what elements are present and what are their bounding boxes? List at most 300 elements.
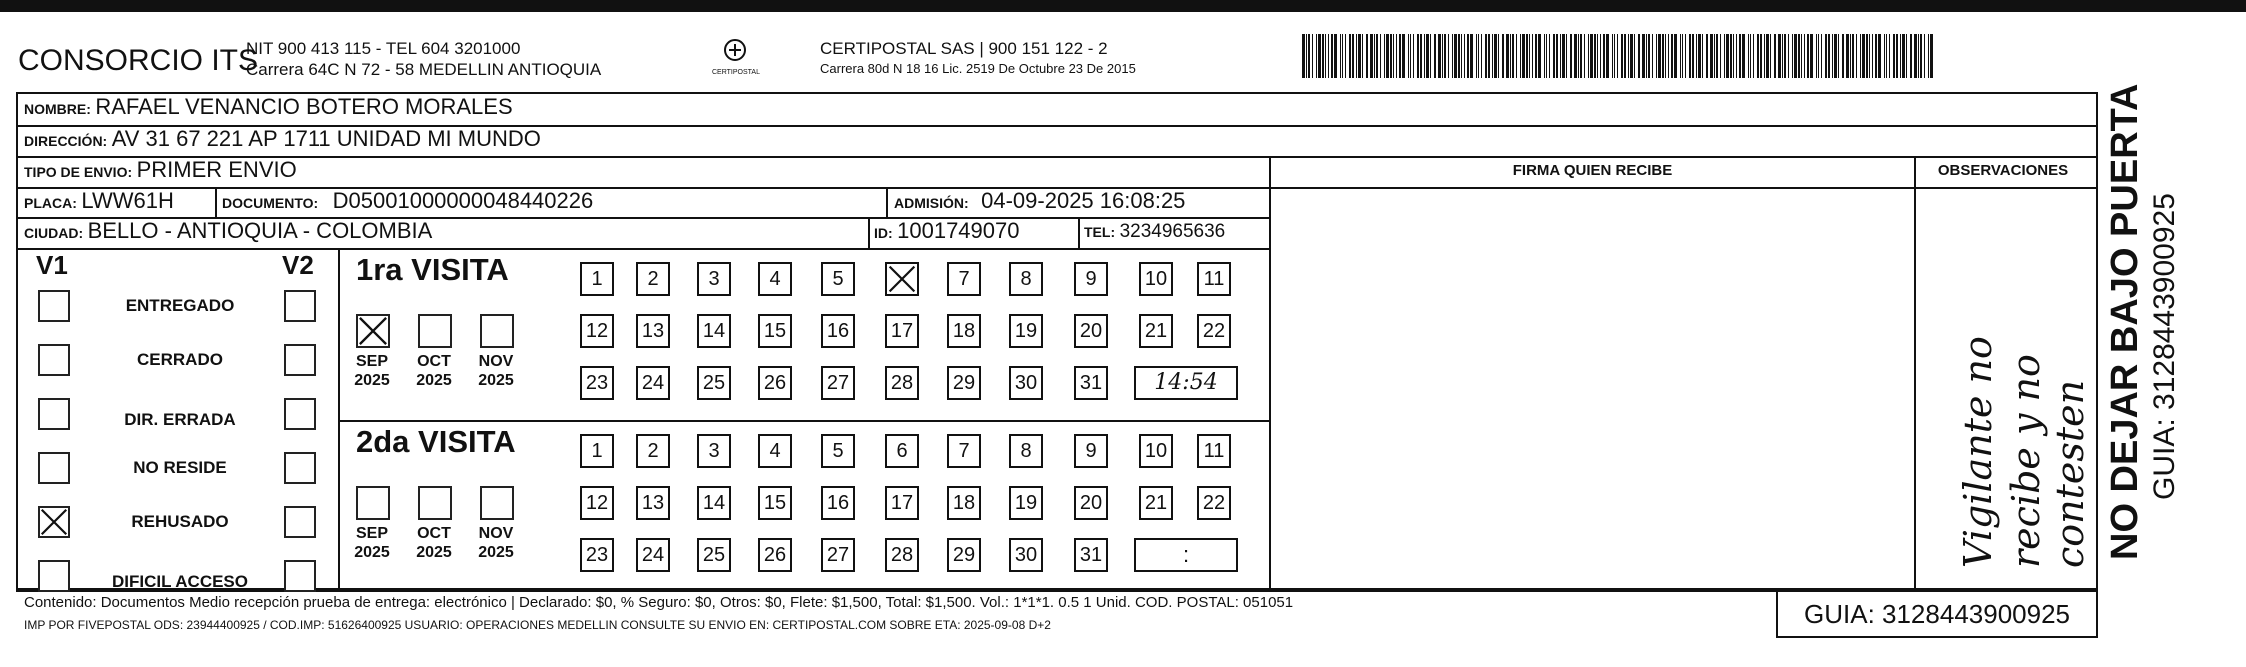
barcode-bar	[1502, 34, 1504, 78]
barcode-bar	[1724, 34, 1725, 78]
day-box[interactable]: 1	[580, 262, 614, 296]
day-box[interactable]: 24	[636, 538, 670, 572]
day-box[interactable]: 24	[636, 366, 670, 400]
day-box[interactable]: 14	[697, 314, 731, 348]
barcode-bar	[1366, 34, 1368, 78]
barcode-bar	[1838, 34, 1839, 78]
barcode-bar	[1624, 34, 1626, 78]
barcode-bar	[1825, 34, 1827, 78]
barcode-bar	[1630, 34, 1633, 78]
barcode-bar	[1634, 34, 1635, 78]
barcode-bar	[1757, 34, 1759, 78]
barcode-bar	[1506, 34, 1509, 78]
day-box[interactable]: 23	[580, 538, 614, 572]
day-box[interactable]: 9	[1074, 434, 1108, 468]
tel-field	[1084, 221, 1225, 243]
status-v1-checkbox[interactable]	[38, 398, 70, 430]
month-checkbox[interactable]	[480, 486, 514, 520]
barcode-bar	[1617, 34, 1618, 78]
barcode-bar	[1467, 34, 1469, 78]
barcode-bar	[1485, 34, 1487, 78]
firma-header: FIRMA QUIEN RECIBE	[1512, 162, 1673, 179]
day-box[interactable]: 30	[1009, 366, 1043, 400]
barcode-bar	[1889, 34, 1890, 78]
status-v2-checkbox[interactable]	[284, 452, 316, 484]
address-line: Carrera 64C N 72 - 58 MEDELLIN ANTIOQUIA	[246, 60, 602, 79]
barcode-bar	[1306, 34, 1307, 78]
barcode-bar	[1720, 34, 1721, 78]
status-v1-checkbox[interactable]	[38, 344, 70, 376]
barcode-bar	[1345, 34, 1346, 78]
barcode-bar	[1764, 34, 1765, 78]
status-label: NO RESIDE	[133, 458, 227, 477]
day-box[interactable]: 16	[821, 314, 855, 348]
barcode-bar	[1594, 34, 1596, 78]
barcode-bar	[1671, 34, 1673, 78]
barcode-bar	[1850, 34, 1851, 78]
barcode-bar	[1535, 34, 1537, 78]
barcode-bar	[1900, 34, 1901, 78]
day-box[interactable]: 9	[1074, 262, 1108, 296]
barcode-bar	[1302, 34, 1305, 78]
status-label: DIR. ERRADA	[124, 410, 236, 429]
barcode-bar	[1832, 34, 1833, 78]
day-box[interactable]: 30	[1009, 538, 1043, 572]
day-box[interactable]: 15	[758, 314, 792, 348]
day-box[interactable]: 10	[1139, 262, 1173, 296]
barcode-bar	[1665, 34, 1666, 78]
barcode-bar	[1798, 34, 1800, 78]
day-box[interactable]: 31	[1074, 538, 1108, 572]
tipo-row	[24, 157, 297, 183]
barcode-bar	[1646, 34, 1647, 78]
ciudad-label: CIUDAD:	[24, 225, 84, 241]
day-box[interactable]: 20	[1074, 486, 1108, 520]
day-box[interactable]: 17	[885, 314, 919, 348]
barcode-bar	[1562, 34, 1565, 78]
barcode-bar	[1522, 34, 1525, 78]
barcode-bar	[1316, 34, 1317, 78]
barcode-bar	[1862, 34, 1865, 78]
barcode-bar	[1818, 34, 1819, 78]
barcode-bar	[1875, 34, 1877, 78]
status-v1-checkbox[interactable]	[38, 506, 70, 538]
barcode-bar	[1600, 34, 1601, 78]
barcode-bar	[1358, 34, 1361, 78]
day-box[interactable]: 28	[885, 366, 919, 400]
barcode-bar	[1896, 34, 1898, 78]
barcode-bar	[1325, 34, 1326, 78]
barcode-bar	[1461, 34, 1462, 78]
day-box[interactable]: 31	[1074, 366, 1108, 400]
barcode-bar	[1510, 34, 1511, 78]
day-box[interactable]: 14	[697, 486, 731, 520]
barcode-bar	[1464, 34, 1465, 78]
barcode-bar	[1578, 34, 1579, 78]
placa-value: LWW61H	[81, 188, 174, 213]
barcode-bar	[1770, 34, 1771, 78]
month-year: 2025	[354, 372, 390, 389]
barcode-bar	[1312, 34, 1313, 78]
barcode-bar	[1866, 34, 1868, 78]
barcode-bar	[1674, 34, 1677, 78]
barcode-bar	[1544, 34, 1545, 78]
day-box[interactable]: 7	[947, 262, 981, 296]
side-guia: GUIA: 3128443900925	[2148, 193, 2181, 500]
v2-header: V2	[282, 250, 314, 280]
barcode-bar	[1526, 34, 1528, 78]
day-box[interactable]: 21	[1139, 314, 1173, 348]
day-box[interactable]	[885, 262, 919, 296]
carrier-line: CERTIPOSTAL SAS | 900 151 122 - 2	[820, 39, 1108, 58]
barcode-bar	[1784, 34, 1786, 78]
day-box[interactable]: 12	[580, 314, 614, 348]
month-name: NOV	[478, 353, 514, 370]
day-box[interactable]: 13	[636, 314, 670, 348]
barcode-bar	[1454, 34, 1457, 78]
footer-guia: GUIA: 3128443900925	[1776, 590, 2098, 638]
barcode-bar	[1753, 34, 1754, 78]
barcode-bar	[1512, 34, 1514, 78]
month-name: OCT	[417, 525, 451, 542]
barcode-bar	[1893, 34, 1895, 78]
day-box[interactable]: 26	[758, 538, 792, 572]
barcode-bar	[1658, 34, 1661, 78]
day-box[interactable]: 8	[1009, 262, 1043, 296]
day-box[interactable]: 13	[636, 486, 670, 520]
barcode-bar	[1733, 34, 1734, 78]
day-box[interactable]: 22	[1197, 486, 1231, 520]
barcode-bar	[1362, 34, 1363, 78]
barcode-bar	[1488, 34, 1490, 78]
barcode-bar	[1736, 34, 1737, 78]
barcode-bar	[1924, 34, 1925, 78]
barcode-bar	[1884, 34, 1885, 78]
barcode-bar	[1778, 34, 1781, 78]
barcode-bar	[1702, 34, 1703, 78]
barcode-bar	[1374, 34, 1375, 78]
barcode-bar	[1520, 34, 1521, 78]
barcode-bar	[1549, 34, 1550, 78]
barcode-bar	[1494, 34, 1497, 78]
barcode-bar	[1869, 34, 1870, 78]
day-box[interactable]: 4	[758, 262, 792, 296]
barcode-bar	[1442, 34, 1443, 78]
barcode-bar	[1716, 34, 1718, 78]
barcode-bar	[1370, 34, 1373, 78]
direccion-row	[24, 126, 541, 152]
barcode-bar	[1656, 34, 1657, 78]
barcode-bar	[1408, 34, 1409, 78]
barcode-bar	[1920, 34, 1922, 78]
month-label	[474, 352, 518, 390]
day-box[interactable]: 11	[1197, 262, 1231, 296]
barcode-bar	[1538, 34, 1541, 78]
barcode-bar	[1878, 34, 1881, 78]
barcode-bar	[1560, 34, 1561, 78]
day-box[interactable]: 2	[636, 262, 670, 296]
month-checkbox[interactable]	[418, 486, 452, 520]
company-name: CONSORCIO ITS	[18, 44, 259, 77]
company-info	[246, 38, 601, 80]
day-box[interactable]: 3	[697, 262, 731, 296]
documento-field	[222, 188, 593, 214]
status-v2-checkbox[interactable]	[284, 398, 316, 430]
barcode-bar	[1430, 34, 1431, 78]
barcode-bar	[1828, 34, 1830, 78]
barcode-bar	[1470, 34, 1473, 78]
status-v2-checkbox[interactable]	[284, 290, 316, 322]
barcode-bar	[1566, 34, 1567, 78]
nit-line: NIT 900 413 115 - TEL 604 3201000	[246, 39, 521, 58]
status-v1-checkbox[interactable]	[38, 560, 70, 592]
tel-value: 3234965636	[1119, 221, 1226, 242]
barcode-bar	[1648, 34, 1650, 78]
barcode-bar	[1872, 34, 1873, 78]
barcode-bar	[1334, 34, 1337, 78]
barcode-bar	[1794, 34, 1797, 78]
barcode-bar	[1696, 34, 1697, 78]
admision-value: 04-09-2025 16:08:25	[981, 188, 1186, 213]
barcode-bar	[1529, 34, 1530, 78]
status-label: DIFICIL ACCESO	[111, 572, 248, 591]
observaciones-header: OBSERVACIONES	[1937, 162, 2069, 179]
barcode-bar	[1628, 34, 1629, 78]
placa-field	[24, 188, 174, 214]
day-box[interactable]: 19	[1009, 486, 1043, 520]
day-box[interactable]: 18	[947, 486, 981, 520]
barcode-bar	[1448, 34, 1449, 78]
month-checkbox[interactable]	[356, 486, 390, 520]
month-year: 2025	[354, 544, 390, 561]
barcode-bar	[1689, 34, 1691, 78]
month-label	[474, 524, 518, 562]
barcode-bar	[1638, 34, 1640, 78]
barcode-bar	[1792, 34, 1793, 78]
barcode	[1302, 34, 1936, 78]
barcode-bar	[1349, 34, 1351, 78]
barcode-bar	[1532, 34, 1533, 78]
barcode-bar	[1574, 34, 1577, 78]
day-box[interactable]: 12	[580, 486, 614, 520]
side-warning: NO DEJAR BAJO PUERTA	[2104, 83, 2146, 560]
barcode-bar	[1856, 34, 1857, 78]
barcode-bar	[1580, 34, 1582, 78]
tipo-value: PRIMER ENVIO	[136, 157, 297, 182]
month-year: 2025	[416, 372, 452, 389]
status-label: ENTREGADO	[125, 296, 235, 315]
month-year: 2025	[478, 372, 514, 389]
barcode-bar	[1570, 34, 1572, 78]
day-box[interactable]: 17	[885, 486, 919, 520]
day-box[interactable]: 5	[821, 434, 855, 468]
barcode-bar	[1821, 34, 1822, 78]
barcode-bar	[1804, 34, 1805, 78]
barcode-bar	[1590, 34, 1593, 78]
day-box[interactable]: 8	[1009, 434, 1043, 468]
day-box[interactable]: 29	[947, 538, 981, 572]
time-box[interactable]: 14:54	[1134, 366, 1238, 400]
day-box[interactable]: 26	[758, 366, 792, 400]
barcode-bar	[1782, 34, 1783, 78]
observations-area	[1916, 188, 2090, 588]
day-box[interactable]: 18	[947, 314, 981, 348]
certipostal-logo-icon	[712, 38, 758, 77]
barcode-bar	[1402, 34, 1405, 78]
month-name: SEP	[355, 353, 388, 370]
day-box[interactable]: 21	[1139, 486, 1173, 520]
barcode-bar	[1434, 34, 1436, 78]
barcode-bar	[1588, 34, 1589, 78]
tel-label: TEL:	[1084, 224, 1116, 240]
id-label: ID:	[874, 225, 893, 241]
barcode-bar	[1342, 34, 1343, 78]
barcode-bar	[1478, 34, 1479, 78]
barcode-bar	[1748, 34, 1749, 78]
day-box[interactable]: 28	[885, 538, 919, 572]
month-year: 2025	[416, 544, 452, 561]
barcode-bar	[1918, 34, 1919, 78]
barcode-bar	[1612, 34, 1613, 78]
barcode-bar	[1438, 34, 1441, 78]
barcode-bar	[1452, 34, 1453, 78]
barcode-bar	[1458, 34, 1460, 78]
barcode-bar	[1886, 34, 1887, 78]
barcode-bar	[1356, 34, 1357, 78]
barcode-bar	[1444, 34, 1446, 78]
nombre-label: NOMBRE:	[24, 101, 91, 117]
barcode-bar	[1668, 34, 1669, 78]
barcode-bar	[1516, 34, 1517, 78]
barcode-bar	[1760, 34, 1762, 78]
barcode-bar	[1662, 34, 1664, 78]
month-checkbox[interactable]	[418, 314, 452, 348]
day-box[interactable]: 3	[697, 434, 731, 468]
barcode-bar	[1426, 34, 1429, 78]
status-label: CERRADO	[137, 350, 223, 369]
day-box[interactable]: 4	[758, 434, 792, 468]
day-box[interactable]: 25	[697, 366, 731, 400]
admision-field	[894, 188, 1185, 214]
day-box[interactable]: 27	[821, 538, 855, 572]
day-box[interactable]: 11	[1197, 434, 1231, 468]
barcode-bar	[1816, 34, 1817, 78]
barcode-bar	[1376, 34, 1378, 78]
observation-line-1: Vigilante no	[1956, 336, 2000, 568]
barcode-bar	[1352, 34, 1354, 78]
barcode-bar	[1710, 34, 1713, 78]
carrier-info	[820, 38, 1136, 78]
barcode-bar	[1322, 34, 1324, 78]
barcode-bar	[1424, 34, 1425, 78]
status-label: REHUSADO	[131, 512, 229, 531]
barcode-bar	[1340, 34, 1341, 78]
day-box[interactable]: 22	[1197, 314, 1231, 348]
day-box[interactable]: 25	[697, 538, 731, 572]
day-box[interactable]: 1	[580, 434, 614, 468]
carrier-address: Carrera 80d N 18 16 Lic. 2519 De Octubre 23 De 2015	[820, 61, 1136, 76]
barcode-bar	[1417, 34, 1419, 78]
month-checkbox[interactable]	[480, 314, 514, 348]
documento-value: D05001000000048440226	[332, 188, 594, 213]
barcode-bar	[1328, 34, 1329, 78]
day-box[interactable]: 6	[885, 434, 919, 468]
nombre-value: RAFAEL VENANCIO BOTERO MORALES	[95, 94, 513, 119]
barcode-bar	[1739, 34, 1741, 78]
observation-line-3: contesten	[2048, 379, 2092, 568]
barcode-bar	[1396, 34, 1397, 78]
nombre-row	[24, 94, 513, 120]
barcode-bar	[1584, 34, 1585, 78]
status-v2-checkbox[interactable]	[284, 560, 316, 592]
month-label	[350, 524, 394, 562]
status-v2-checkbox[interactable]	[284, 344, 316, 376]
month-label	[350, 352, 394, 390]
status-v2-checkbox[interactable]	[284, 506, 316, 538]
direccion-value: AV 31 67 221 AP 1711 UNIDAD MI MUNDO	[111, 126, 541, 151]
barcode-bar	[1788, 34, 1789, 78]
barcode-bar	[1331, 34, 1333, 78]
day-box[interactable]: 16	[821, 486, 855, 520]
observation-line-2: recibe y no	[2004, 354, 2048, 568]
barcode-bar	[1546, 34, 1547, 78]
footer-line-2: IMP POR FIVEPOSTAL ODS: 23944400925 / COD.IMP: 51626400925 USUARIO: OPERACIONES MEDELLIN CONSULTE SU ENVIO EN: CERTIPOSTAL.COM SOBRE ETA: 2025-09-08 D+2	[24, 618, 1051, 632]
day-box[interactable]: 10	[1139, 434, 1173, 468]
barcode-bar	[1597, 34, 1598, 78]
barcode-bar	[1603, 34, 1605, 78]
barcode-bar	[1801, 34, 1802, 78]
id-value: 1001749070	[897, 218, 1020, 243]
barcode-bar	[1308, 34, 1310, 78]
admision-label: ADMISIÓN:	[894, 195, 969, 211]
visit-title: 2da VISITA	[356, 424, 516, 459]
v1-header: V1	[36, 250, 68, 280]
day-box[interactable]: 27	[821, 366, 855, 400]
barcode-bar	[1642, 34, 1645, 78]
day-box[interactable]: 19	[1009, 314, 1043, 348]
barcode-bar	[1476, 34, 1477, 78]
barcode-bar	[1774, 34, 1776, 78]
barcode-bar	[1807, 34, 1809, 78]
status-v1-checkbox[interactable]	[38, 452, 70, 484]
tipo-label: TIPO DE ENVIO:	[24, 164, 133, 180]
barcode-bar	[1606, 34, 1609, 78]
barcode-bar	[1928, 34, 1929, 78]
month-checkbox[interactable]	[356, 314, 390, 348]
barcode-bar	[1318, 34, 1321, 78]
day-box[interactable]: 29	[947, 366, 981, 400]
barcode-bar	[1914, 34, 1917, 78]
barcode-bar	[1706, 34, 1708, 78]
day-box[interactable]: 20	[1074, 314, 1108, 348]
time-box[interactable]: :	[1134, 538, 1238, 572]
day-box[interactable]: 2	[636, 434, 670, 468]
day-box[interactable]: 5	[821, 262, 855, 296]
barcode-bar	[1390, 34, 1392, 78]
day-box[interactable]: 23	[580, 366, 614, 400]
day-box[interactable]: 7	[947, 434, 981, 468]
month-name: NOV	[478, 525, 514, 542]
barcode-bar	[1730, 34, 1732, 78]
status-v1-checkbox[interactable]	[38, 290, 70, 322]
id-field	[874, 218, 1019, 244]
barcode-bar	[1553, 34, 1555, 78]
barcode-bar	[1766, 34, 1769, 78]
barcode-bar	[1726, 34, 1729, 78]
day-box[interactable]: 15	[758, 486, 792, 520]
barcode-bar	[1906, 34, 1907, 78]
footer-line-1: Contenido: Documentos Medio recepción prueba de entrega: electrónico | Declarado: $0, % Seguro: $0, Otros: $0, Flete: $1,500, Total: $1,500. Vol.: 1*1*1. 0.5 1 Unid. COD. POSTAL: 051051	[24, 594, 1294, 611]
